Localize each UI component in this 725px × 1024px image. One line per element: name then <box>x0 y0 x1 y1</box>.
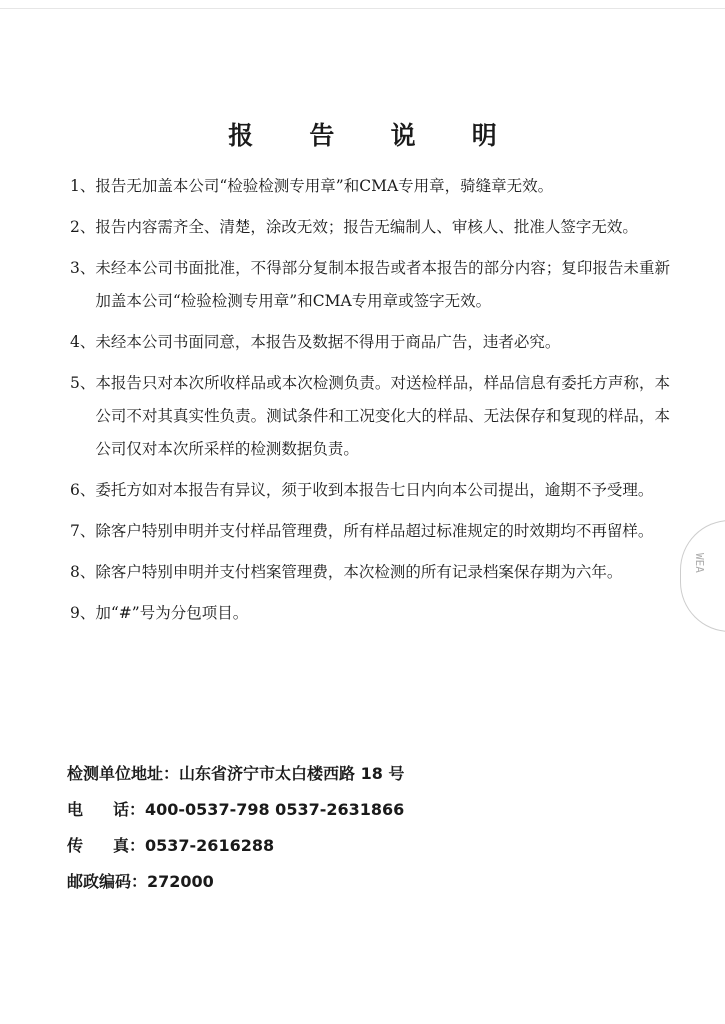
contact-block <box>67 756 404 900</box>
address-label: 检测单位地址： <box>67 764 180 783</box>
phone-row <box>67 792 404 828</box>
item-number: 3、 <box>70 259 96 277</box>
fax-label-first: 传 <box>67 836 84 855</box>
item-number: 5、 <box>70 374 96 392</box>
item-number: 4、 <box>70 333 96 351</box>
phone-label <box>67 792 145 828</box>
postcode-row <box>67 864 404 900</box>
phone-value: 400-0537-798 0537-2631866 <box>145 800 405 819</box>
list-item <box>70 326 670 359</box>
fax-value: 0537-2616288 <box>145 836 275 855</box>
list-item <box>70 170 670 203</box>
item-text: 未经本公司书面批准，不得部分复制本报告或者本报告的部分内容；复印报告未重新加盖本公司“检验检测专用章”和CMA专用章或签字无效。 <box>95 259 670 310</box>
fax-label <box>67 828 145 864</box>
item-number: 7、 <box>70 522 96 540</box>
seam-seal-fragment <box>680 520 725 632</box>
list-item <box>70 556 670 589</box>
address-value: 山东省济宁市太白楼西路 18 号 <box>179 764 405 783</box>
item-text: 加“#”号为分包项目。 <box>95 604 249 622</box>
postcode-label: 邮政编码： <box>67 872 148 891</box>
item-text: 委托方如对本报告有异议，须于收到本报告七日内向本公司提出，逾期不予受理。 <box>95 481 654 499</box>
list-item <box>70 474 670 507</box>
item-text: 除客户特别申明并支付档案管理费，本次检测的所有记录档案保存期为六年。 <box>95 563 623 581</box>
item-number: 6、 <box>70 481 96 499</box>
page-title: 报 告 说 明 <box>228 121 521 150</box>
item-text: 本报告只对本次所收样品或本次检测负责。对送检样品，样品信息有委托方声称，本公司不对其真实性负责。测试条件和工况变化大的样品、无法保存和复现的样品，本公司仅对本次所采样的检测数据负责。 <box>95 374 670 458</box>
phone-label-first: 电 <box>67 800 84 819</box>
item-number: 1、 <box>70 177 96 195</box>
item-number: 9、 <box>70 604 96 622</box>
item-text: 未经本公司书面同意，本报告及数据不得用于商品广告，违者必究。 <box>95 333 561 351</box>
fax-row <box>67 828 404 864</box>
notes-list <box>70 170 670 638</box>
item-text: 除客户特别申明并支付样品管理费，所有样品超过标准规定的时效期均不再留样。 <box>95 522 654 540</box>
item-number: 2、 <box>70 218 96 236</box>
seal-fragment-text: WEA <box>693 553 706 573</box>
list-item <box>70 211 670 244</box>
phone-label-second: 话： <box>112 800 145 819</box>
list-item <box>70 367 670 466</box>
address-row <box>67 756 404 792</box>
item-text: 报告无加盖本公司“检验检测专用章”和CMA专用章，骑缝章无效。 <box>95 177 554 195</box>
postcode-value: 272000 <box>147 872 214 891</box>
list-item <box>70 515 670 548</box>
list-item <box>70 597 670 630</box>
item-text: 报告内容需齐全、清楚，涂改无效；报告无编制人、审核人、批准人签字无效。 <box>95 218 638 236</box>
fax-label-second: 真： <box>112 836 145 855</box>
item-number: 8、 <box>70 563 96 581</box>
scan-edge-line <box>0 8 725 9</box>
list-item <box>70 252 670 318</box>
